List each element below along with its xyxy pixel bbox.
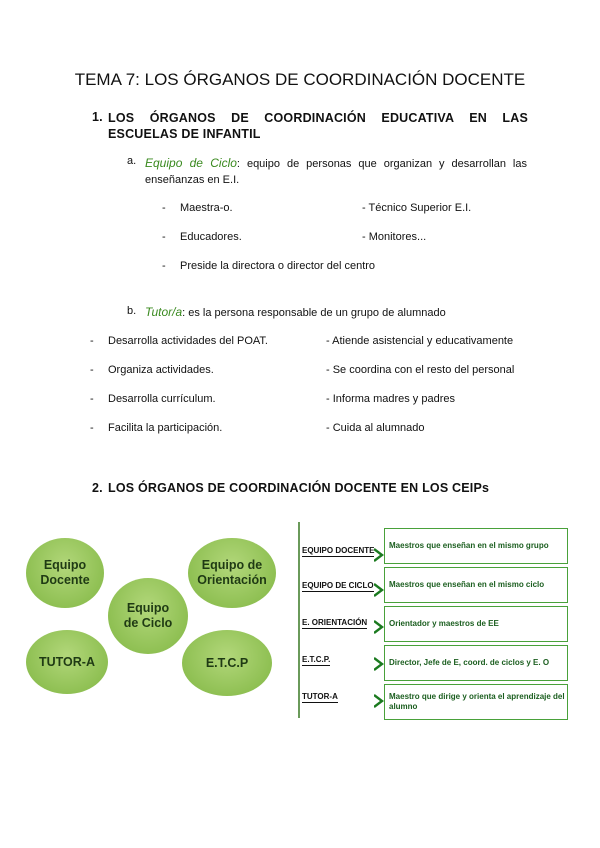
arrow-icon <box>374 657 384 671</box>
table-desc-equipo-docente: Maestros que enseñan en el mismo grupo <box>384 528 568 564</box>
arrow-icon <box>374 694 384 708</box>
arrow-icon <box>374 583 384 597</box>
circle-tutor: TUTOR-A <box>26 630 108 694</box>
table-label-tutor: TUTOR-A <box>302 692 338 701</box>
page-title: TEMA 7: LOS ÓRGANOS DE COORDINACIÓN DOCENTE <box>74 70 526 89</box>
section-1-heading: LOS ÓRGANOS DE COORDINACIÓN EDUCATIVA EN LAS ESCUELAS DE INFANTIL <box>108 111 528 141</box>
list-item: Facilita la participación. <box>108 422 223 434</box>
list-bullet: - <box>90 393 94 405</box>
arrow-icon <box>374 620 384 634</box>
item-b-letter: b. <box>127 305 137 317</box>
list-item: - Monitores... <box>362 231 427 243</box>
item-b-text: : es la persona responsable de un grupo de alumnado <box>182 307 446 319</box>
circle-equipo-docente: Equipo Docente <box>26 538 104 608</box>
list-bullet: - <box>162 260 166 272</box>
arrow-icon <box>374 548 384 562</box>
list-item: - Técnico Superior E.I. <box>362 202 472 214</box>
table-vertical-line <box>298 522 300 718</box>
table-label-equipo-ciclo: EQUIPO DE CICLO <box>302 581 374 590</box>
circles-diagram <box>22 536 292 702</box>
list-item: Organiza actividades. <box>108 364 214 376</box>
list-bullet: - <box>90 335 94 347</box>
list-bullet: - <box>90 364 94 376</box>
item-a-term: Equipo de Ciclo <box>145 156 237 170</box>
section-2-number: 2. <box>92 481 103 495</box>
item-a-letter: a. <box>127 155 137 167</box>
list-bullet: - <box>162 202 166 214</box>
table-label-etcp: E.T.C.P. <box>302 655 331 664</box>
table-desc-orientacion: Orientador y maestros de EE <box>384 606 568 642</box>
list-item: Desarrolla actividades del POAT. <box>108 335 268 347</box>
list-item: Maestra-o. <box>180 202 233 214</box>
list-item: - Se coordina con el resto del personal <box>326 364 515 376</box>
list-item: Educadores. <box>180 231 242 243</box>
list-item: Preside la directora o director del centro <box>180 260 376 272</box>
circle-equipo-ciclo: Equipo de Ciclo <box>108 578 188 654</box>
section-1-number: 1. <box>92 110 103 124</box>
table-label-equipo-docente: EQUIPO DOCENTE <box>302 546 375 555</box>
item-a-paragraph <box>145 155 527 188</box>
list-item: Desarrolla currículum. <box>108 393 216 405</box>
list-item: - Atiende asistencial y educativamente <box>326 335 514 347</box>
table-desc-tutor: Maestro que dirige y orienta el aprendizaje del alumno <box>384 684 568 720</box>
list-bullet: - <box>162 231 166 243</box>
circle-etcp: E.T.C.P <box>182 630 272 696</box>
table-label-orientacion: E. ORIENTACIÓN <box>302 618 368 627</box>
circle-equipo-orientacion: Equipo de Orientación <box>188 538 276 608</box>
section-2-heading: LOS ÓRGANOS DE COORDINACIÓN DOCENTE EN LOS CEIPs <box>108 481 490 495</box>
item-b-paragraph <box>145 305 446 319</box>
list-bullet: - <box>90 422 94 434</box>
item-a-text: : equipo de personas que organizan y desarrollan las enseñanzas en E.I. <box>145 158 527 186</box>
list-item: - Cuida al alumnado <box>326 422 425 434</box>
table-desc-etcp: Director, Jefe de E, coord. de ciclos y E. O <box>384 645 568 681</box>
item-b-term: Tutor/a <box>145 305 183 319</box>
list-item: - Informa madres y padres <box>326 393 455 405</box>
table-desc-equipo-ciclo: Maestros que enseñan en el mismo ciclo <box>384 567 568 603</box>
